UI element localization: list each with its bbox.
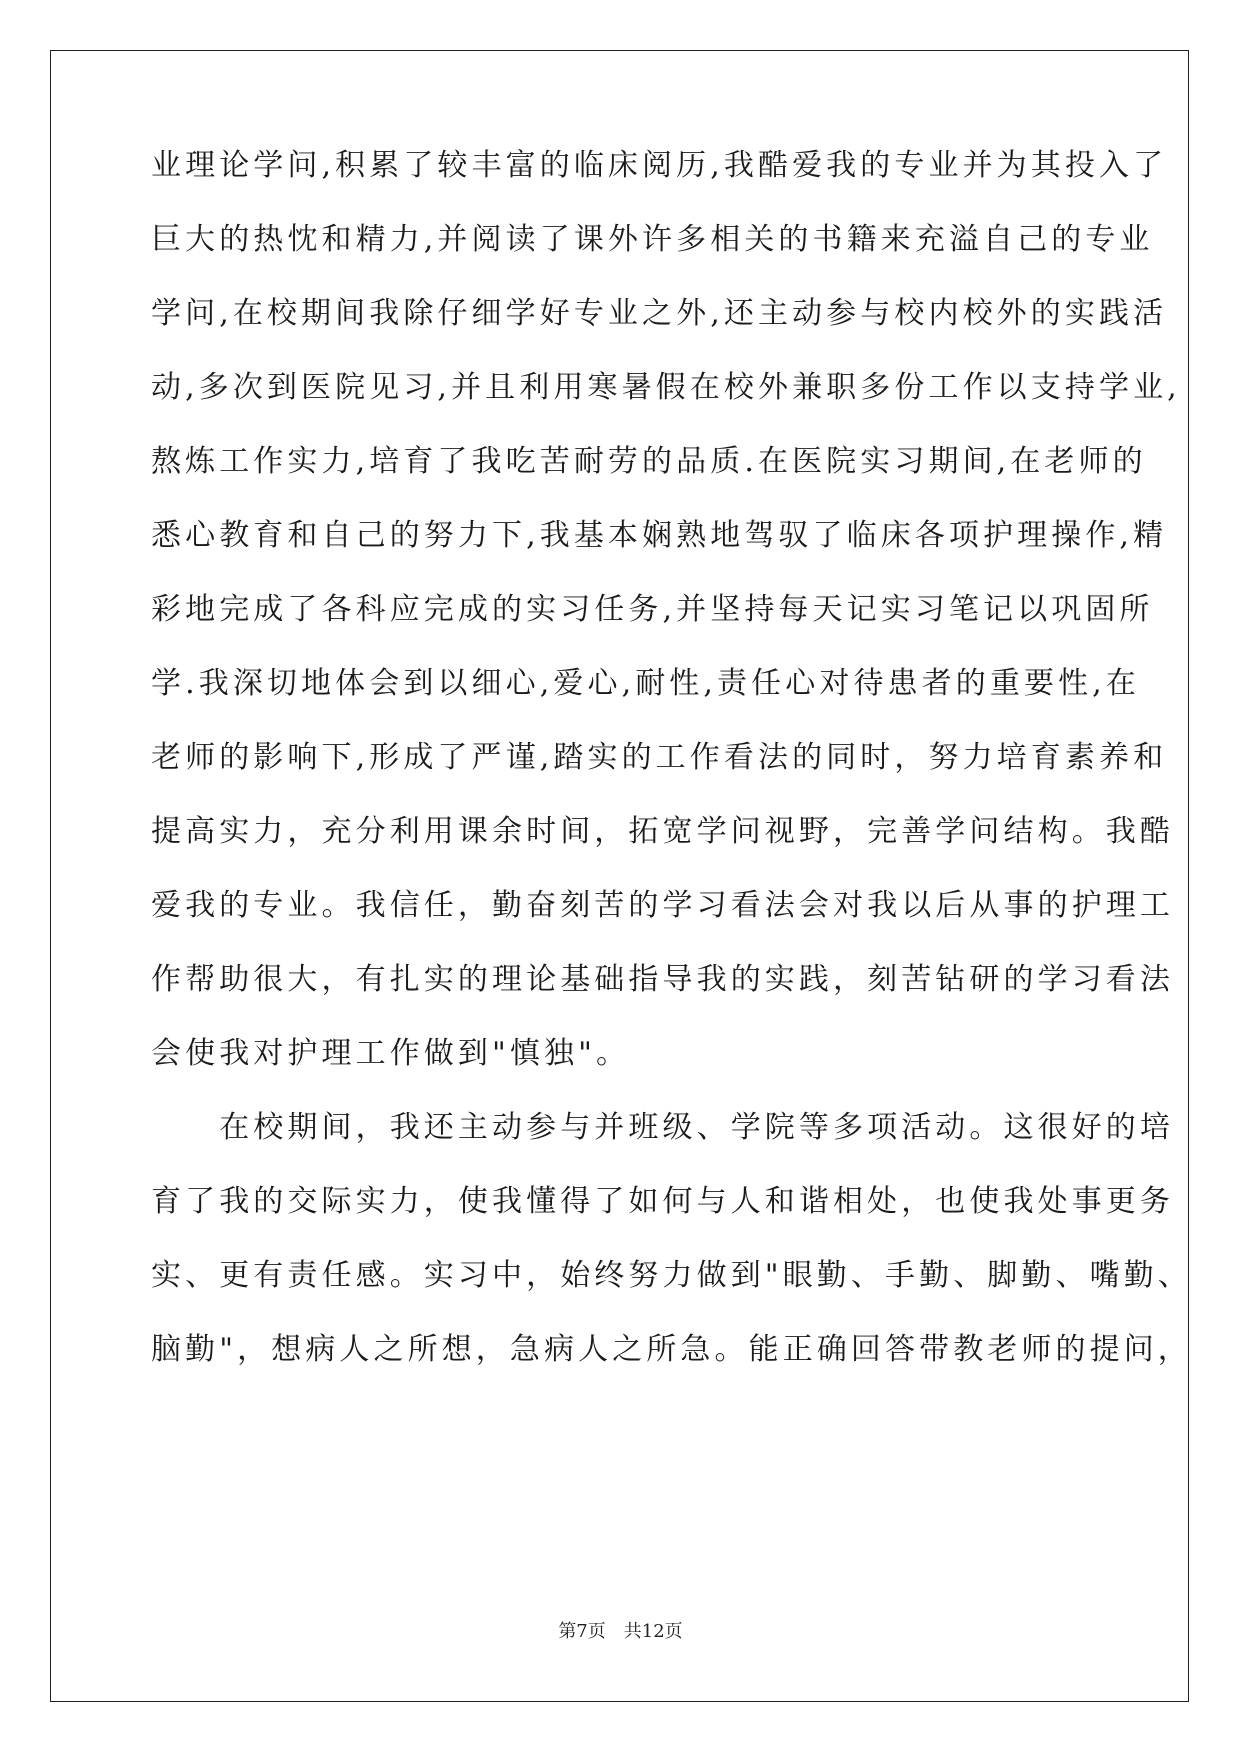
text-line: 学问,在校期间我除仔细学好专业之外,还主动参与校内校外的实践活 <box>151 296 1168 331</box>
text-line: 实、更有责任感。实习中，始终努力做到"眼勤、手勤、脚勤、嘴勤、 <box>151 1258 1192 1293</box>
page-total: 共12页 <box>623 1621 683 1642</box>
page-footer <box>0 1620 1241 1644</box>
text-line: 悉心教育和自己的努力下,我基本娴熟地驾驭了临床各项护理操作,精 <box>151 518 1168 553</box>
text-line: 巨大的热忱和精力,并阅读了课外许多相关的书籍来充溢自己的专业 <box>151 222 1154 257</box>
text-line: 会使我对护理工作做到"慎独"。 <box>151 1036 631 1071</box>
text-line: 作帮助很大，有扎实的理论基础指导我的实践，刻苦钻研的学习看法 <box>151 962 1174 997</box>
text-line: 爱我的专业。我信任，勤奋刻苦的学习看法会对我以后从事的护理工 <box>151 888 1174 923</box>
text-line: 学.我深切地体会到以细心,爱心,耐性,责任心对待患者的重要性,在 <box>151 666 1140 701</box>
text-line: 老师的影响下,形成了严谨,踏实的工作看法的同时，努力培育素养和 <box>151 740 1168 775</box>
page-number: 第7页 <box>558 1621 606 1642</box>
text-line: 熬炼工作实力,培育了我吃苦耐劳的品质.在医院实习期间,在老师的 <box>151 444 1147 479</box>
text-line: 彩地完成了各科应完成的实习任务,并坚持每天记实习笔记以巩固所 <box>151 592 1154 627</box>
text-line: 动,多次到医院见习,并且利用寒暑假在校外兼职多份工作以支持学业, <box>151 370 1181 405</box>
text-line: 提高实力，充分利用课余时间，拓宽学问视野，完善学问结构。我酷 <box>151 814 1174 849</box>
text-line: 育了我的交际实力，使我懂得了如何与人和谐相处，也使我处事更务 <box>151 1184 1174 1219</box>
text-line: 在校期间，我还主动参与并班级、学院等多项活动。这很好的培 <box>151 1110 1174 1145</box>
text-line: 脑勤"，想病人之所想，急病人之所急。能正确回答带教老师的提问， <box>151 1332 1192 1367</box>
text-line: 业理论学问,积累了较丰富的临床阅历,我酷爱我的专业并为其投入了 <box>151 148 1168 183</box>
